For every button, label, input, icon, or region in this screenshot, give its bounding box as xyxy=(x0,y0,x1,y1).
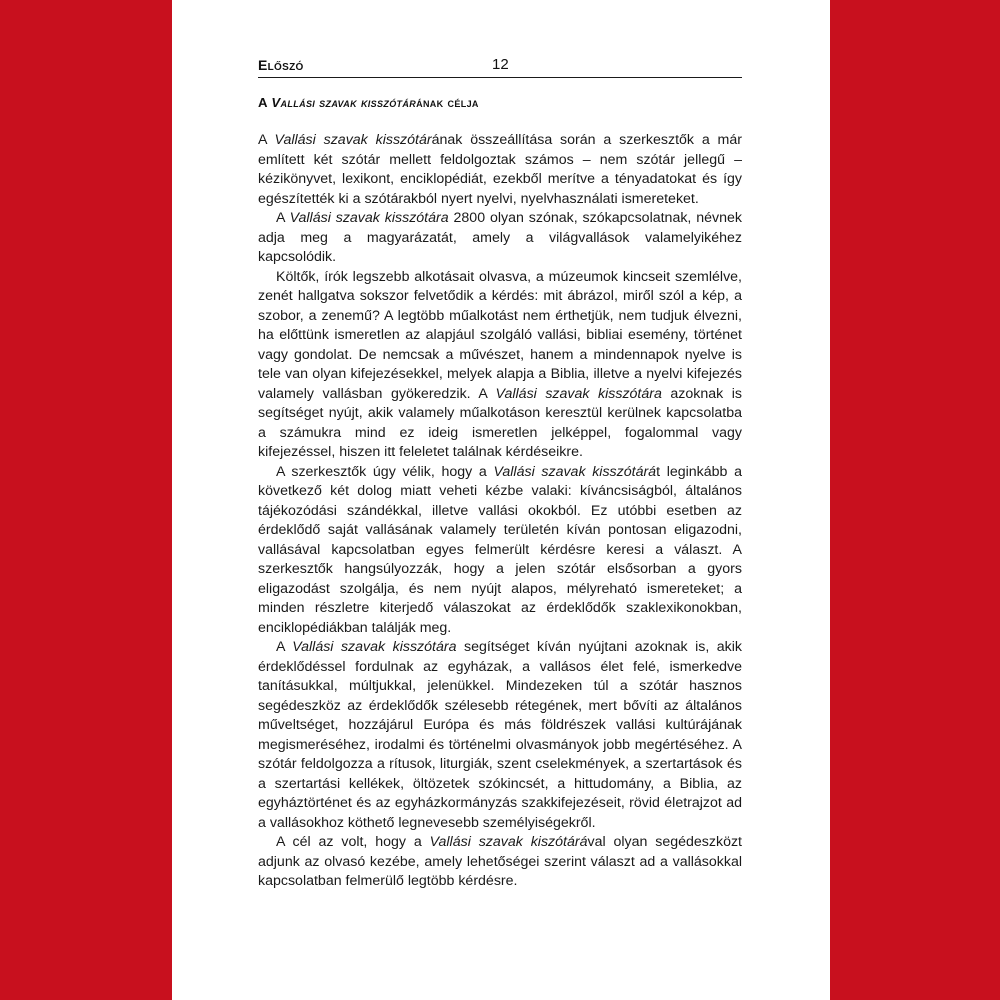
paragraph-5 xyxy=(258,638,742,833)
paragraph-text: segítséget kíván nyújtani azoknak is, akik érdeklődéssel fordulnak az egyházak, a vallásos élet felé, ismerkedve tanításukkal, múltjukkal, jelenükkel. Mindezeken túl a szótár hasznos segédeszköz az érdeklődők szélesebb rétegének, mert bővíti az általános műveltséget, hozzájárul Európa és más földrészek vallási kultúrájának megismeréséhez, irodalmi és történelmi olvasmányok jobb megértéséhez. A szótár feldolgozza a rítusok, liturgiák, szent cselekmények, a szertartások és a szertartási kellékek, öltözetek szókincsét, a hittudomány, a Biblia, az egyháztörténet és az egyházkormányzás szakkifejezéseit, rövid életrajzot ad a vallásokhoz köthető legnevesebb személyiségekről. xyxy=(258,639,743,831)
paragraph-2 xyxy=(258,209,742,268)
paragraph-text: val olyan segédeszközt adjunk az olvasó kezébe, amely lehetőségei szerint választ ad a vallásokkal kapcsolatban felmerülő legtöbb kérdésre. xyxy=(258,834,742,889)
book-title-italic: Vallási szavak kiszótárá xyxy=(429,834,588,850)
paragraph-text: 2800 olyan szónak, szókapcsolatnak, névnek adja meg a magyarázatát, amely a világvallások valamelyikéhez kapcsolódik. xyxy=(258,210,743,265)
paragraph-6 xyxy=(258,833,742,892)
paragraph-text: azoknak is segítséget nyújt, akik valamely műalkotáson keresztül kerülnek kapcsolatba a számukra mind ez ideig ismeretlen jelképpel, fogalommal vagy kifejezéssel, hiszen itt feleletet találnak kérdéseikre. xyxy=(258,385,742,460)
book-title-italic: Vallási szavak kisszótára xyxy=(292,639,457,655)
paragraph-text: A xyxy=(276,639,293,655)
book-title-italic: Vallási szavak kisszótára xyxy=(495,385,662,402)
paragraph-text: A szerkesztők úgy vélik, hogy a xyxy=(276,463,494,480)
section-title xyxy=(258,95,742,110)
book-title-italic: Vallási szavak kisszótárá xyxy=(493,463,657,480)
book-page xyxy=(172,0,830,1000)
page-number: 12 xyxy=(492,56,509,73)
paragraph-text: t leginkább a következő két dolog miatt veheti kézbe valaki: kíváncsiságból, általános tájékozódási szándékkal, illetve vallási okokból. Ez utóbbi esetben az érdeklődő saját vallásának valamely területén kíván pontosan eligazodni, vallásával kapcsolatban egyes felmerült kérdésre keresi a választ. A szerkesztők hangsúlyozzák, hogy a jelen szótár elsősorban a gyors eligazodást szolgálja, és nem nyújt alapos, mélyreható ismereteket; a minden részletre kiterjedő válaszokat az érdeklődők szaklexikonokban, enciklopédiákban találják meg. xyxy=(258,463,742,636)
running-head: Előszó xyxy=(258,57,304,73)
page-header xyxy=(258,57,742,78)
title-suffix: ának célja xyxy=(416,95,479,110)
paragraph-3 xyxy=(258,268,742,463)
body-text xyxy=(258,131,742,892)
book-title-italic: Vallási szavak kisszótár xyxy=(274,132,432,148)
paragraph-1 xyxy=(258,131,742,209)
title-prefix: A xyxy=(258,95,272,110)
paragraph-4 xyxy=(258,463,742,639)
paragraph-text: Költők, írók legszebb alkotásait olvasva, a múzeumok kincseit szemlélve, zenét hallgatva sokszor felvetődik a kérdés: mit ábrázol, miről szól a kép, a szobor, a zenemű? A legtöbb műalkotást nem érthetjük, nem tudjuk élvezni, ha előttünk ismeretlen az alapjául szolgáló vallási, bibliai esemény, történet vagy gondolat. De nemcsak a művészet, hanem a mindennapok nyelve is tele van olyan kifejezésekkel, melyek alapja a Biblia, illetve a nyelvi kifejezés valamely vallásban gyökeredzik. A xyxy=(258,268,742,402)
paragraph-text: A xyxy=(258,132,275,148)
paragraph-text: ának összeállítása során a szerkesztők a már említett két szótár mellett feldolgoztak számos – nem szótár jellegű – kézikönyvet, lexikont, enciklopédiát, ezekből merítve a tényadatokat és így egészítették ki a szótárakból nyert nyelvi, nyelvhasználati ismereteket. xyxy=(258,132,742,207)
paragraph-text: A xyxy=(276,210,290,226)
paragraph-text: A cél az volt, hogy a xyxy=(276,834,430,850)
book-title-italic: Vallási szavak kisszótára xyxy=(289,210,449,226)
title-italic: Vallási szavak kisszótár xyxy=(271,95,417,110)
